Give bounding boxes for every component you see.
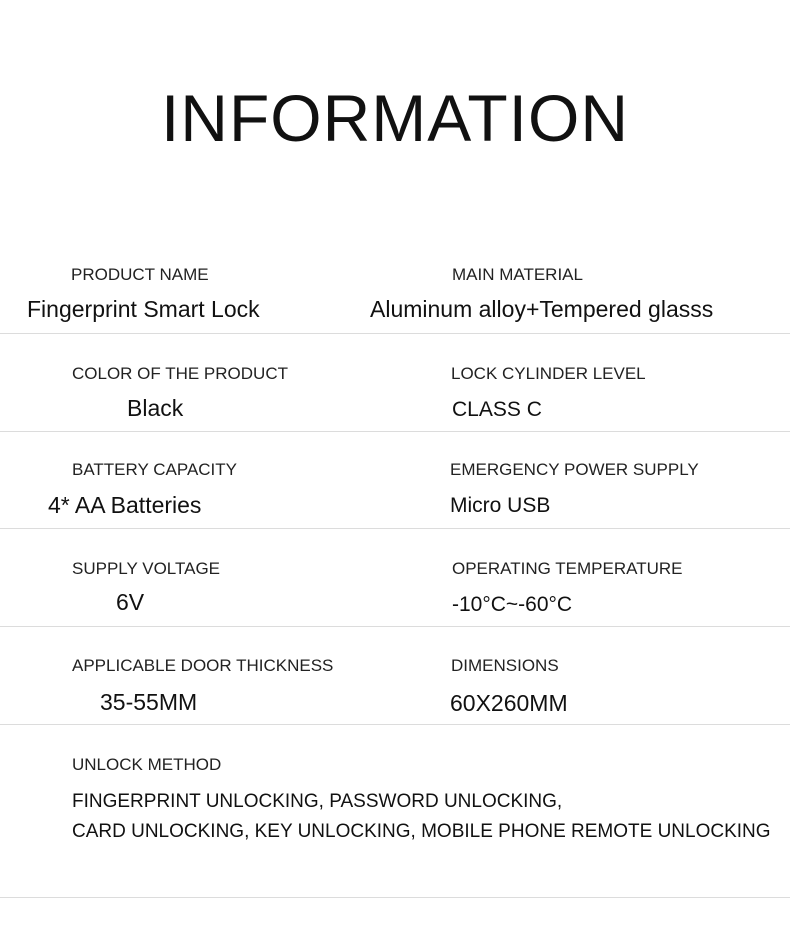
product-name-value: Fingerprint Smart Lock [27,296,260,322]
dimensions-value: 60X260MM [450,690,568,716]
door-thickness-label: APPLICABLE DOOR THICKNESS [72,656,334,675]
unlock-method-label: UNLOCK METHOD [72,755,222,774]
page-title: INFORMATION [160,81,630,155]
battery-label: BATTERY CAPACITY [72,460,238,479]
color-label: COLOR OF THE PRODUCT [72,364,288,383]
lock-cylinder-label: LOCK CYLINDER LEVEL [451,364,646,383]
unlock-method-line-1: FINGERPRINT UNLOCKING, PASSWORD UNLOCKING, [72,791,563,812]
product-name-label: PRODUCT NAME [71,265,209,284]
row-divider [0,431,790,432]
row-divider [0,528,790,529]
door-thickness-value: 35-55MM [100,689,198,715]
battery-value: 4* AA Batteries [48,492,202,518]
voltage-value: 6V [116,589,145,615]
temperature-value: -10°C~-60°C [452,593,573,616]
unlock-method-line-2: CARD UNLOCKING, KEY UNLOCKING, MOBILE PHONE REMOTE UNLOCKING [72,821,771,842]
color-value: Black [127,395,184,421]
row-divider [0,724,790,725]
main-material-value: Aluminum alloy+Tempered glasss [370,296,714,322]
voltage-label: SUPPLY VOLTAGE [72,559,221,578]
emergency-power-label: EMERGENCY POWER SUPPLY [450,460,699,479]
dimensions-label: DIMENSIONS [451,656,559,675]
main-material-label: MAIN MATERIAL [452,265,583,284]
row-divider [0,626,790,627]
emergency-power-value: Micro USB [450,494,551,517]
row-divider [0,333,790,334]
temperature-label: OPERATING TEMPERATURE [452,559,683,578]
lock-cylinder-value: CLASS C [452,398,542,421]
row-divider [0,897,790,898]
